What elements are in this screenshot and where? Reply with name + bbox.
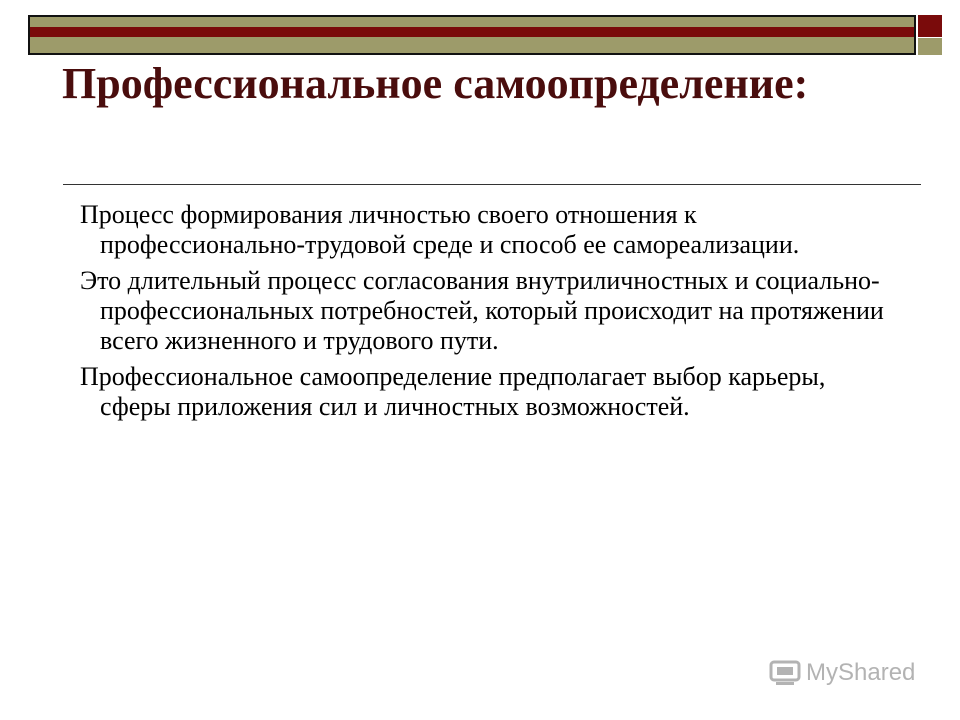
corner-decoration-maroon xyxy=(918,15,942,37)
corner-decoration-olive xyxy=(918,38,942,55)
bullet-item: Процесс формирования личностью своего отношения к профессионально-трудовой среде и способ ее самореализации. xyxy=(80,200,800,259)
watermark-text: MyShared xyxy=(806,659,916,686)
bullet-list xyxy=(80,200,900,428)
watermark xyxy=(768,656,915,690)
bullet-item: Это длительный процесс согласования внутриличностных и социально-профессиональных потребностей, который происходит на протяжении всего жизненного и трудового пути. xyxy=(80,266,884,355)
header-decoration-stripe xyxy=(30,27,914,37)
bullet-item: Профессиональное самоопределение предполагает выбор карьеры, сферы приложения сил и личностных возможностей. xyxy=(80,362,826,421)
slide-title: Профессиональное самоопределение: xyxy=(62,59,809,108)
myshared-logo-icon xyxy=(768,659,802,687)
title-divider xyxy=(63,184,921,185)
